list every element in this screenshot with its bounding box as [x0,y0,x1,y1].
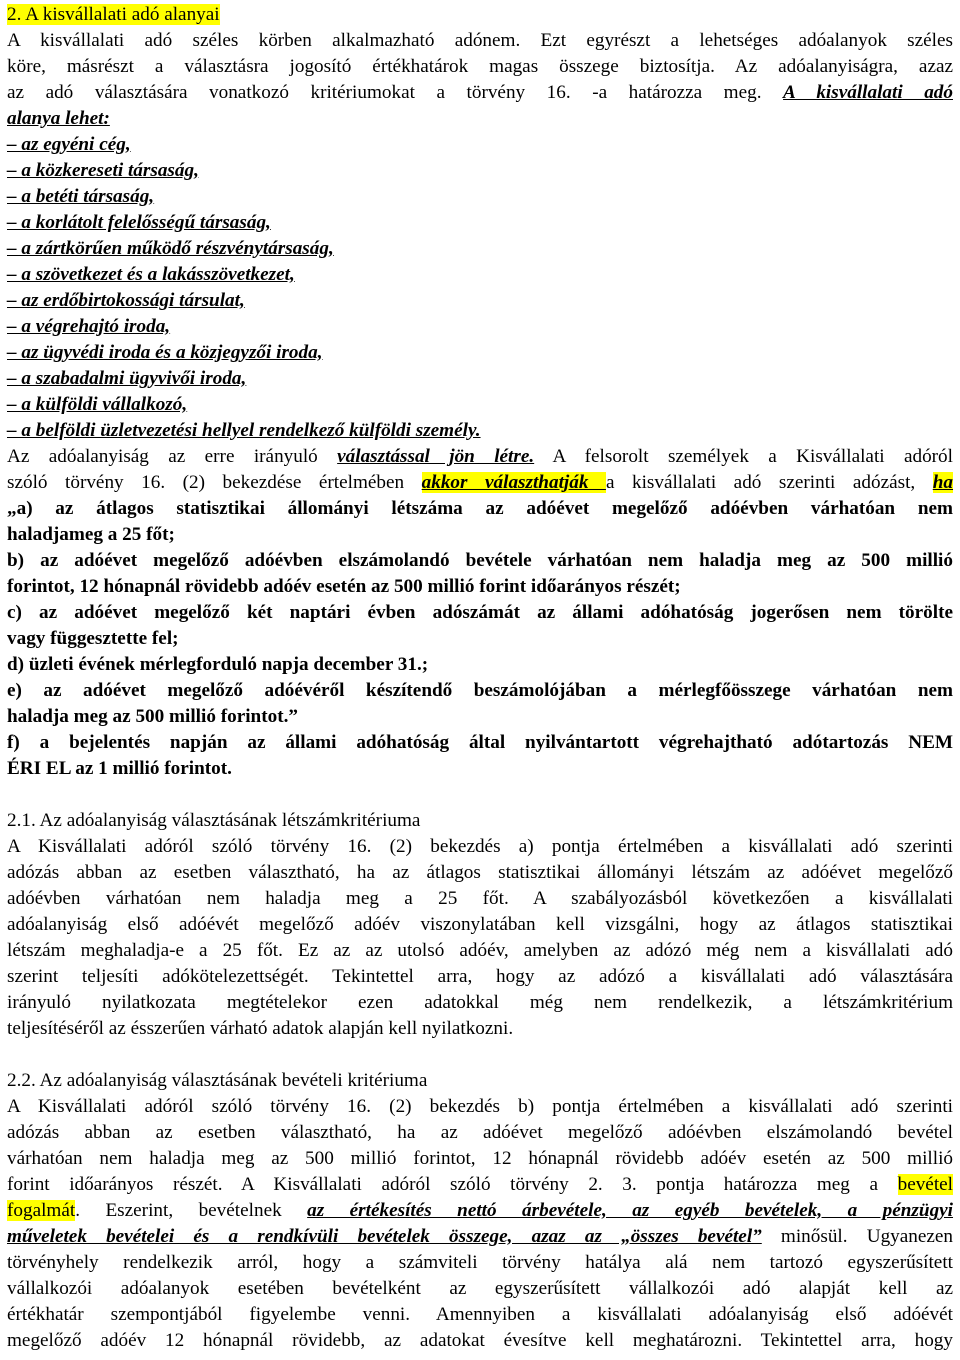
condition-line: e) az adóévet megelőző adóévéről készítendő beszámolójában a mérlegfőösszege várhatóan nem [7,680,953,701]
list-item-text: – a betéti társaság, [7,186,155,207]
emphasis-text: A kisvállalati adó [783,82,953,103]
paragraph-line [7,1198,953,1224]
list-item-text: – az ügyvédi iroda és a közjegyzői iroda, [7,342,323,363]
emphasis-text: az értékesítés nettó árbevétele, az egyéb bevételek, a pénzügyi [307,1200,954,1221]
condition-line: forintot, 12 hónapnál rövidebb adóév esetén az 500 millió forint időarányos részét; [7,576,681,597]
paragraph-line: létszám meghaladja-e a 25 főt. Ez az az utolsó adóév, amelyben az adózó még nem a kisvállalati adó [7,940,953,961]
paragraph-line: A Kisvállalati adóról szóló törvény 16. (2) bekezdés b) pontja értelmében a kisvállalati adó szerinti [7,1096,953,1117]
section-2-2-heading: 2.2. Az adóalanyiság választásának bevételi kritériuma [7,1070,428,1091]
section-2-heading [7,2,953,28]
condition-line: ÉRI EL az 1 millió forintot. [7,758,232,779]
emphasis-text: műveletek bevételei és a rendkívüli bevételek összege, azaz az „összes bevétel” [7,1226,762,1247]
highlighted-emphasis: akkor választhatják [421,472,606,493]
conditions-block [7,496,953,782]
paragraph-text: . Eszerint, bevételnek [75,1200,308,1221]
paragraph-text: a kisvállalati adó szerinti adózást, [605,472,933,493]
condition-line: b) az adóévet megelőző adóévben elszámolandó bevétele várhatóan nem haladja meg az 500 millió [7,550,953,571]
paragraph-text: minősül. Ugyanezen [761,1226,954,1247]
paragraph-line [7,1172,953,1198]
paragraph-line: értékhatár szempontjából figyelembe venni. Amennyiben a kisvállalati adóalanyiság első adóévét [7,1304,953,1325]
paragraph-line: irányuló nyilatkozata megtételekor ezen adatokkal még nem rendelkezik, a létszámkritérium [7,992,953,1013]
paragraph-line: adózás abban az esetben választható, ha az adóévet megelőző adóévben elszámolandó bevétel [7,1122,953,1143]
paragraph-line [7,1224,953,1250]
paragraph-line [7,470,953,496]
entity-list [7,132,953,444]
paragraph-text: A felsorolt személyek a Kisvállalati adóról [534,446,953,467]
list-item-text: – az erdőbirtokossági társulat, [7,290,245,311]
list-item [7,392,953,418]
highlighted-text: fogalmát [7,1200,76,1221]
highlighted-text: bevétel [897,1174,953,1195]
list-item [7,340,953,366]
list-item-text: – a belföldi üzletvezetési hellyel rendelkező külföldi személy. [7,420,481,441]
emphasis-text: alanya lehet: [7,108,110,129]
spacer [7,1042,953,1068]
condition-line: haladjameg a 25 főt; [7,524,175,545]
paragraph-line: törvényhely rendelkezik arról, hogy a számviteli törvény hatálya alá nem tartozó egyszerűsített [7,1252,953,1273]
list-item [7,132,953,158]
list-item-text: – a külföldi vállalkozó, [7,394,188,415]
list-item-text: – a korlátolt felelősségű társaság, [7,212,271,233]
condition-line: c) az adóévet megelőző két naptári évben adószámát az állami adóhatóság jogerősen nem törölte [7,602,953,623]
paragraph-line: adózás abban az esetben választható, ha az átlagos statisztikai állományi létszám az adóévet megelőző [7,862,953,883]
paragraph-line: teljesítéséről az ésszerűen várható adatok alapján kell nyilatkozni. [7,1018,514,1039]
list-item [7,418,953,444]
paragraph-line: vállalkozói adóalanyok esetében bevételként az egyszerűsített vállalkozói adó alapját kell az [7,1278,953,1299]
paragraph-line: adóévben várhatóan nem haladja meg a 25 főt. A szabályozásból következően a kisvállalati [7,888,953,909]
paragraph-line [7,80,953,106]
list-item-text: – a végrehajtó iroda, [7,316,171,337]
paragraph-text: szóló törvény 16. (2) bekezdése értelmében [7,472,422,493]
condition-line: haladja meg az 500 millió forintot.” [7,706,298,727]
list-item [7,236,953,262]
list-item [7,210,953,236]
list-item [7,158,953,184]
list-item [7,366,953,392]
section-2-1-heading: 2.1. Az adóalanyiság választásának létszámkritériuma [7,810,421,831]
condition-line: vagy függesztette fel; [7,628,179,649]
paragraph-line: A kisvállalati adó széles körben alkalmazható adónem. Ezt egyrészt a lehetséges adóalanyok széles [7,30,953,51]
spacer [7,782,953,808]
paragraph-line: A Kisvállalati adóról szóló törvény 16. (2) bekezdés a) pontja értelmében a kisvállalati adó szerinti [7,836,953,857]
list-item-text: – a közkereseti társaság, [7,160,199,181]
paragraph-line: megelőző adóév 12 hónapnál rövidebb, az adatokat évesítve kell meghatározni. Tekintettel arra, hogy [7,1330,953,1351]
paragraph-text: az adó választására vonatkozó kritériumokat a törvény 16. -a határozza meg. [7,82,784,103]
list-item-text: – a zártkörűen működő részvénytársaság, [7,238,334,259]
list-item-text: – az egyéni cég, [7,134,131,155]
paragraph-line: várhatóan nem haladja meg az 500 millió forintot, 12 hónapnál rövidebb adóév esetén az 500 millió [7,1148,953,1169]
paragraph-line: köre, másrészt a választásra jogosító értékhatárok magas összege biztosítja. Az adóalanyiságra, azaz [7,56,953,77]
highlighted-emphasis: ha [932,472,954,493]
condition-line: „a) az átlagos statisztikai állományi létszáma az adóévet megelőző adóévben várhatóan nem [7,498,953,519]
list-item [7,184,953,210]
list-item [7,262,953,288]
section-2-heading-text: 2. A kisvállalati adó alanyai [7,4,220,25]
emphasis-text: választással jön létre. [337,446,535,467]
paragraph-line [7,444,953,470]
paragraph-line: adóalanyiság első adóévét megelőző adóév viszonylatában kell vizsgálni, hogy az átlagos statisztikai [7,914,953,935]
paragraph-text: forint időarányos részét. A Kisvállalati adóról szóló törvény 2. 3. pontja határozza meg a [7,1174,898,1195]
condition-line: d) üzleti évének mérlegforduló napja december 31.; [7,654,429,675]
list-item [7,288,953,314]
list-item-text: – a szövetkezet és a lakásszövetkezet, [7,264,295,285]
paragraph-text: Az adóalanyiság az erre irányuló [7,446,338,467]
list-item [7,314,953,340]
paragraph-line: szerint teljesíti adókötelezettségét. Tekintettel arra, hogy az adózó a kisvállalati adó választására [7,966,953,987]
paragraph-line [7,106,953,132]
condition-line: f) a bejelentés napján az állami adóhatóság által nyilvántartott végrehajtható adótartozás NEM [7,732,953,753]
list-item-text: – a szabadalmi ügyvivői iroda, [7,368,247,389]
